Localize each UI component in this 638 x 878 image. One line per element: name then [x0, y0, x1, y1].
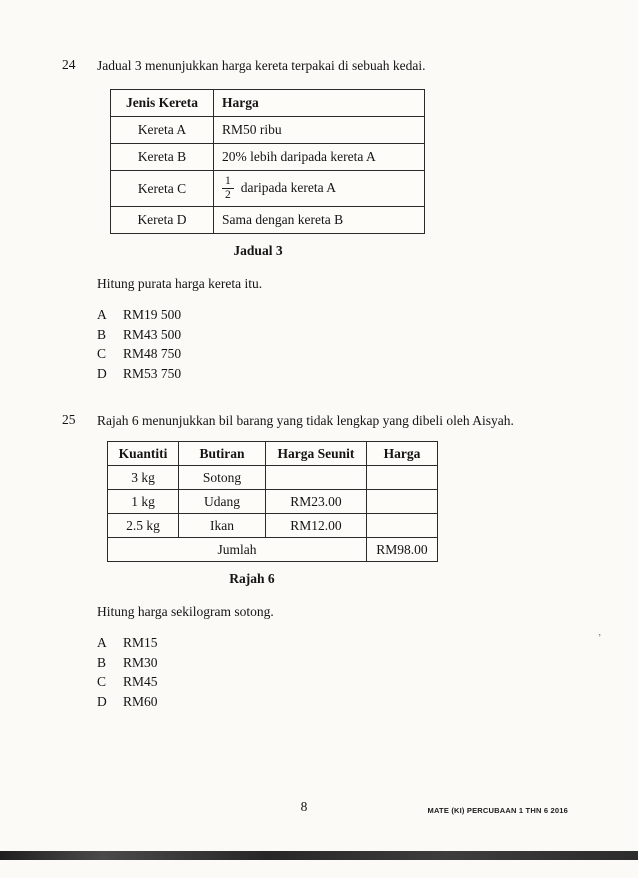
- option-letter: B: [97, 326, 107, 342]
- cell-kuantiti: 3 kg: [108, 466, 179, 490]
- option-b: [97, 653, 549, 673]
- question-25-intro: Rajah 6 menunjukkan bil barang yang tidak lengkap yang dibeli oleh Aisyah.: [97, 413, 514, 428]
- option-letter: D: [97, 693, 107, 709]
- fraction-numerator: 1: [222, 175, 234, 189]
- question-24-body: [97, 57, 569, 383]
- table-row: [111, 144, 425, 171]
- question-24-prompt: Hitung purata harga kereta itu.: [97, 276, 263, 292]
- cell-harga: Sama dengan kereta B: [214, 207, 425, 234]
- option-value: RM30: [123, 654, 158, 670]
- table-row: [111, 171, 425, 207]
- option-a: [97, 633, 549, 653]
- jadual-3-table: [110, 89, 425, 234]
- fraction-one-half: [222, 175, 234, 202]
- table-row: [111, 207, 425, 234]
- cell-butiran: Ikan: [179, 514, 266, 538]
- table-row: [108, 514, 438, 538]
- cell-harga: RM50 ribu: [214, 117, 425, 144]
- table-header-row: [111, 90, 425, 117]
- cell-kuantiti: 2.5 kg: [108, 514, 179, 538]
- cell-harga-seunit: [266, 466, 367, 490]
- cell-jumlah-value: RM98.00: [367, 538, 438, 562]
- option-c: [97, 344, 569, 364]
- cell-kuantiti: 1 kg: [108, 490, 179, 514]
- scan-speck: ’: [598, 633, 602, 644]
- question-24-number: 24: [62, 57, 76, 72]
- option-value: RM48 750: [123, 346, 182, 362]
- option-letter: C: [97, 346, 107, 362]
- question-25-options: [97, 633, 549, 711]
- option-value: RM60: [123, 693, 158, 709]
- table-row: [111, 117, 425, 144]
- question-25-number: 25: [62, 412, 76, 427]
- cell-harga: [367, 466, 438, 490]
- header-butiran: Butiran: [179, 442, 266, 466]
- header-harga: Harga: [214, 90, 425, 117]
- option-d: [97, 692, 549, 712]
- rajah-6-caption: Rajah 6: [229, 571, 275, 586]
- option-value: RM15: [123, 635, 158, 650]
- cell-harga-seunit: RM23.00: [266, 490, 367, 514]
- question-24-intro: Jadual 3 menunjukkan harga kereta terpakai di sebuah kedai.: [97, 58, 426, 73]
- option-letter: A: [97, 635, 107, 650]
- fraction-suffix-text: daripada kereta A: [240, 179, 336, 195]
- header-kuantiti: Kuantiti: [108, 442, 179, 466]
- page-number: 8: [300, 799, 308, 814]
- option-c: [97, 672, 549, 692]
- option-value: RM53 750: [123, 365, 182, 381]
- jadual-3-caption: Jadual 3: [233, 243, 283, 259]
- cell-jenis: Kereta C: [111, 171, 214, 207]
- question-25: [62, 412, 549, 711]
- question-25-body: [97, 412, 549, 711]
- cell-harga: [214, 171, 425, 207]
- rajah-6-table: [107, 441, 438, 562]
- cell-harga: [367, 490, 438, 514]
- table-row: [108, 490, 438, 514]
- table-header-row: [108, 442, 438, 466]
- cell-jenis: Kereta B: [111, 144, 214, 171]
- cell-harga: 20% lebih daripada kereta A: [214, 144, 425, 171]
- table-total-row: [108, 538, 438, 562]
- header-jenis-kereta: Jenis Kereta: [111, 90, 214, 117]
- header-harga-seunit: Harga Seunit: [266, 442, 367, 466]
- question-24: [62, 57, 569, 383]
- question-24-options: [97, 305, 569, 383]
- option-d: [97, 364, 569, 384]
- cell-harga: [367, 514, 438, 538]
- header-harga: Harga: [367, 442, 438, 466]
- cell-jenis: Kereta D: [111, 207, 214, 234]
- option-value: RM43 500: [123, 326, 182, 342]
- cell-jenis: Kereta A: [111, 117, 214, 144]
- table-row: [108, 466, 438, 490]
- exam-footer-code: MATE (KI) PERCUBAAN 1 THN 6 2016: [427, 806, 568, 815]
- fraction-denominator: 2: [225, 189, 231, 202]
- option-letter: B: [97, 654, 107, 670]
- option-b: [97, 325, 569, 345]
- option-value: RM45: [123, 674, 158, 689]
- cell-harga-seunit: RM12.00: [266, 514, 367, 538]
- question-25-prompt: Hitung harga sekilogram sotong.: [97, 604, 274, 619]
- option-letter: C: [97, 674, 107, 689]
- option-a: [97, 305, 569, 325]
- cell-butiran: Sotong: [179, 466, 266, 490]
- option-value: RM19 500: [123, 307, 182, 323]
- option-letter: D: [97, 365, 107, 381]
- option-letter: A: [97, 307, 107, 323]
- cell-jumlah-label: Jumlah: [108, 538, 367, 562]
- cell-butiran: Udang: [179, 490, 266, 514]
- scan-edge-band: [0, 851, 638, 860]
